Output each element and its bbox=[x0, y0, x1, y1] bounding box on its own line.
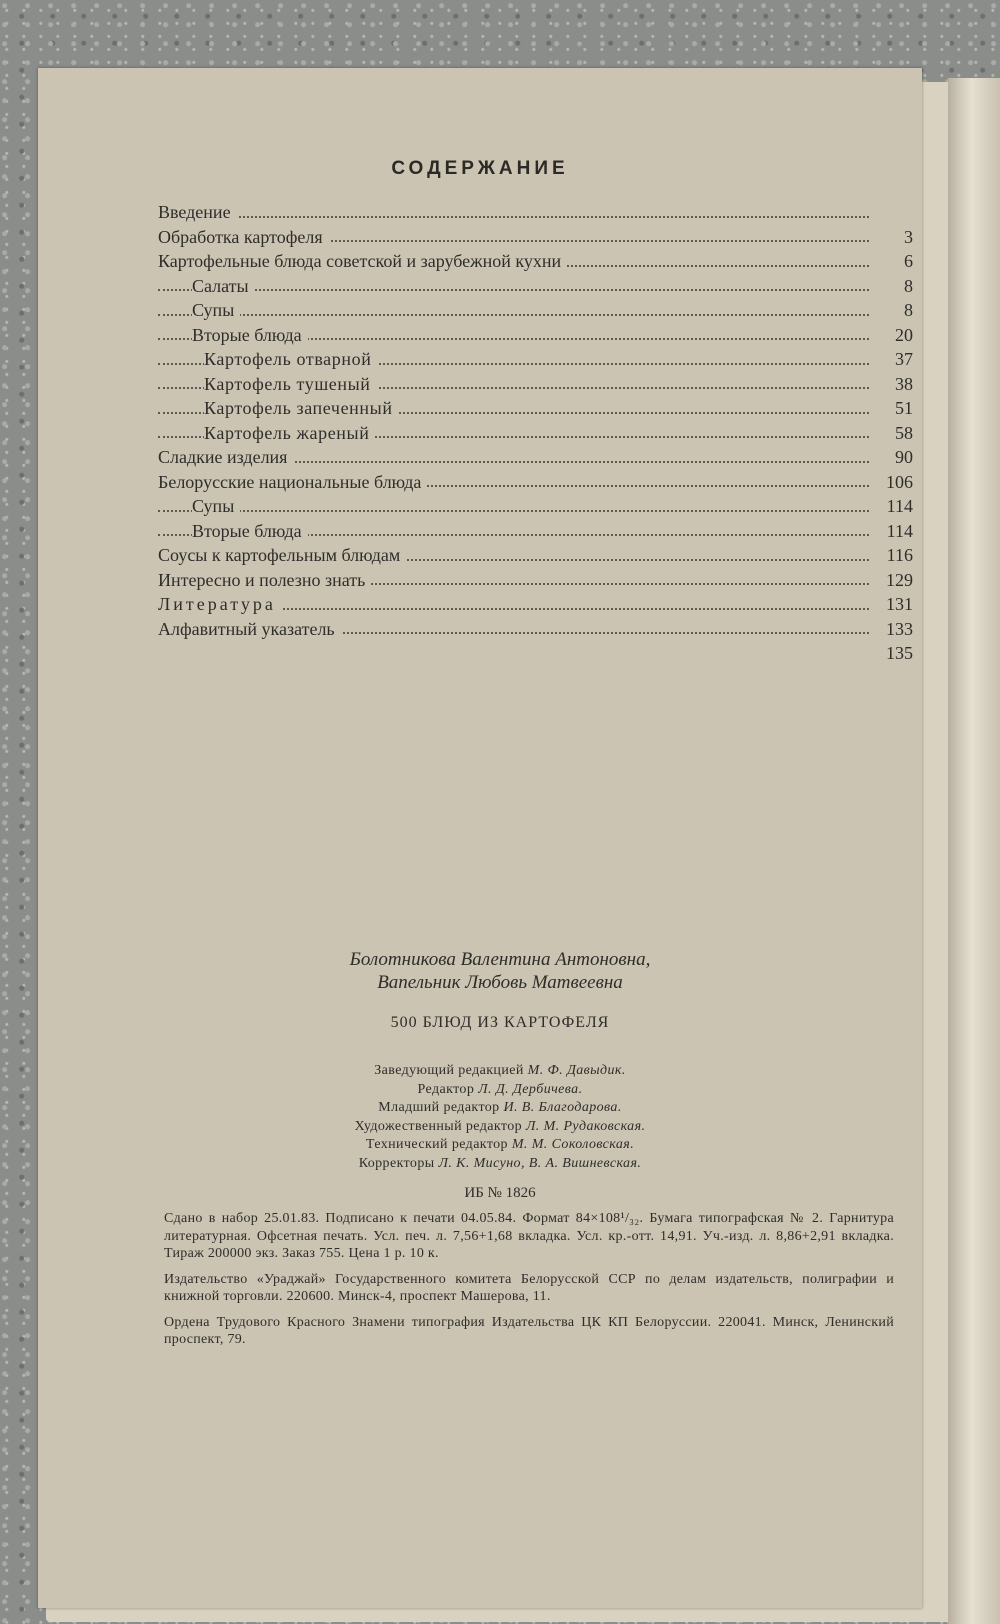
toc-entry bbox=[158, 347, 913, 372]
toc-entry-page: 8 bbox=[873, 274, 913, 299]
toc-entry-label: Белорусские национальные блюда bbox=[158, 470, 427, 495]
staff-role: Корректоры bbox=[358, 1155, 435, 1171]
print-details: Сдано в набор 25.01.83. Подписано к печати 04.05.84. Формат 84×108¹/₃₂. Бумага типографская № 2. Гарнитура литературная. Офсетная печать. Усл. печ. л. 7,56+1,68 вкладка. Усл. кр.-отт. 14,91. Уч.-изд. л. 8,86+2,91 вкладка. Тираж 200000 экз. Заказ 755. Цена 1 р. 10 к. bbox=[164, 1211, 894, 1261]
staff-line bbox=[78, 1099, 922, 1118]
toc-entry-page: 8 bbox=[873, 298, 913, 323]
staff-name: И. В. Благодарова. bbox=[503, 1100, 622, 1115]
toc-entry-page: 129 bbox=[873, 568, 913, 593]
toc-entry bbox=[158, 592, 913, 617]
toc-entry-page: 90 bbox=[873, 445, 913, 470]
toc-entry-page: 116 bbox=[873, 543, 913, 568]
toc-entry bbox=[158, 200, 913, 225]
toc-entry-label: Литература bbox=[158, 592, 282, 617]
toc-entry-page: 38 bbox=[873, 372, 913, 397]
toc-entry-page: 37 bbox=[873, 347, 913, 372]
staff-role: Редактор bbox=[417, 1081, 475, 1097]
toc-entry-page: 51 bbox=[873, 396, 913, 421]
staff-line bbox=[78, 1155, 922, 1174]
toc-entry-label: Обработка картофеля bbox=[158, 225, 329, 250]
facing-page-edge bbox=[948, 78, 1000, 1624]
toc-entry-label: Сладкие изделия bbox=[158, 445, 293, 470]
staff-name: М. Ф. Давыдик. bbox=[527, 1063, 626, 1078]
book-title: 500 БЛЮД ИЗ КАРТОФЕЛЯ bbox=[390, 1014, 610, 1031]
toc-entry bbox=[158, 568, 913, 593]
staff-line bbox=[78, 1136, 922, 1155]
toc-entry-label: Картофель запеченный bbox=[204, 396, 399, 421]
toc-title: СОДЕРЖАНИЕ bbox=[391, 158, 569, 179]
toc-entry-label: Картофель жареный bbox=[204, 421, 375, 446]
staff-role: Младший редактор bbox=[378, 1100, 500, 1115]
editorial-staff bbox=[78, 1062, 922, 1173]
staff-line bbox=[78, 1118, 922, 1137]
toc-entry-label: Алфавитный указатель bbox=[158, 617, 341, 642]
staff-role: Технический редактор bbox=[365, 1137, 508, 1152]
toc-entry-label: Введение bbox=[158, 200, 237, 225]
printer-info: Ордена Трудового Красного Знамени типография Издательства ЦК КП Белоруссии. 220041. Минск, Ленинский проспект, 79. bbox=[164, 1314, 894, 1347]
toc-entry-page: 114 bbox=[873, 494, 913, 519]
toc-entry bbox=[158, 543, 913, 568]
author-line: Болотникова Валентина Антоновна, bbox=[349, 949, 651, 970]
toc-entry-page: 131 bbox=[873, 592, 913, 617]
toc-entry-page: 20 bbox=[873, 323, 913, 348]
toc-entry-label: Супы bbox=[192, 494, 240, 519]
toc-entry-label: Вторые блюда bbox=[192, 323, 308, 348]
staff-role: Художественный редактор bbox=[354, 1118, 522, 1134]
staff-name: Л. Д. Дербичева. bbox=[478, 1081, 583, 1097]
toc-entry-page: 106 bbox=[873, 470, 913, 495]
toc-entry-label: Интересно и полезно знать bbox=[158, 568, 371, 593]
toc-entry-label: Соусы к картофельным блюдам bbox=[158, 543, 406, 568]
toc-entry bbox=[158, 372, 913, 397]
book-page bbox=[38, 68, 922, 1608]
toc-entry-label: Салаты bbox=[192, 274, 255, 299]
staff-role: Заведующий редакцией bbox=[374, 1063, 524, 1078]
toc-entry-page: 135 bbox=[873, 641, 913, 666]
toc-entry bbox=[158, 249, 913, 274]
toc-entry bbox=[158, 445, 913, 470]
toc-entry-label: Картофель тушеный bbox=[204, 372, 377, 397]
toc-entry bbox=[158, 470, 913, 495]
toc-entry-page: 58 bbox=[873, 421, 913, 446]
staff-name: Л. М. Рудаковская. bbox=[525, 1118, 646, 1134]
toc-entry-page: 133 bbox=[873, 617, 913, 642]
toc-entry bbox=[158, 274, 913, 299]
toc-entry-page: 3 bbox=[873, 225, 913, 250]
toc-entry bbox=[158, 494, 913, 519]
staff-name: Л. К. Мисуно, В. А. Вишневская. bbox=[438, 1155, 642, 1171]
colophon bbox=[38, 948, 922, 1349]
toc-entry-page: 6 bbox=[873, 249, 913, 274]
table-of-contents bbox=[158, 200, 913, 661]
toc-entry bbox=[158, 323, 913, 348]
staff-name: М. М. Соколовская. bbox=[511, 1137, 635, 1152]
toc-entry bbox=[158, 617, 913, 642]
toc-entry bbox=[158, 519, 913, 544]
ib-number: ИБ № 1826 bbox=[464, 1185, 536, 1201]
toc-entry-label: Супы bbox=[192, 298, 240, 323]
toc-entry-label: Картофельные блюда советской и зарубежной кухни bbox=[158, 249, 567, 274]
staff-line bbox=[78, 1062, 922, 1081]
author-line: Вапельник Любовь Матвеевна bbox=[377, 972, 623, 993]
publisher-info: Издательство «Ураджай» Государственного комитета Белорусской ССР по делам издательств, полиграфии и книжной торговли. 220600. Минск-4, проспект Машерова, 11. bbox=[164, 1271, 894, 1304]
toc-entry-page: 114 bbox=[873, 519, 913, 544]
toc-entry-label: Картофель отварной bbox=[204, 347, 377, 372]
toc-entry bbox=[158, 298, 913, 323]
toc-entry bbox=[158, 225, 913, 250]
toc-entry bbox=[158, 421, 913, 446]
toc-entry bbox=[158, 641, 913, 661]
toc-entry-label: Вторые блюда bbox=[192, 519, 308, 544]
toc-entry bbox=[158, 396, 913, 421]
staff-line bbox=[78, 1081, 922, 1100]
